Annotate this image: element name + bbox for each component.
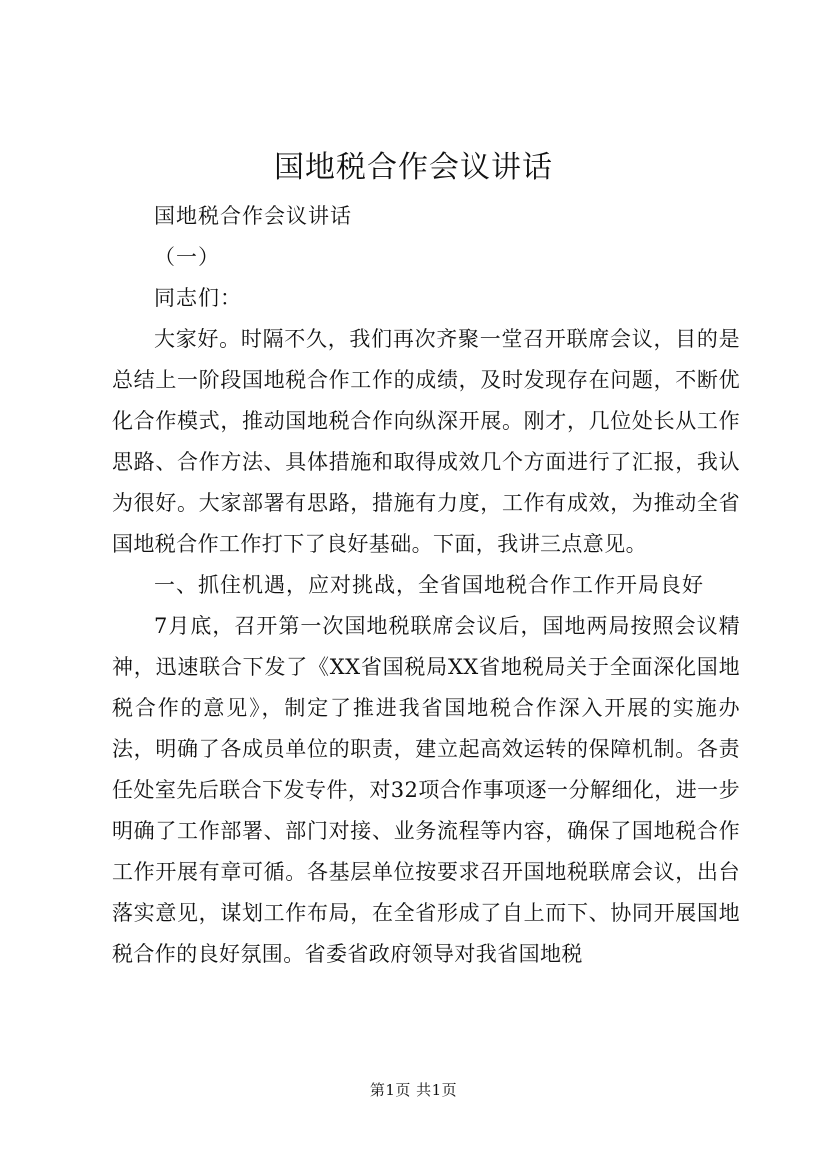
page-footer: 第1页 共1页 (369, 1081, 458, 1099)
paragraph-heading-one: 一、抓住机遇，应对挑战，全省国地税合作工作开局良好 (154, 573, 704, 597)
paragraph-salutation: 同志们： (154, 286, 242, 310)
paragraph-body: 7月底，召开第一次国地税联席会议后，国地两局按照会议精神，迅速联合下发了《XX省国税局XX省地税局关于全面深化国地税合作的意见》，制定了推进我省国地税合作深入开展的实施办法，明确了各成员单位的职责，建立起高效运转的保障机制。各责任处室先后联合下发专件，对32项合作事项逐一分解细化，进一步明确了工作部署、部门对接、业务流程等内容，确保了国地税合作工作开展有章可循。各基层单位按要求召开国地税联席会议，出台落实意见，谋划工作布局，在全省形成了自上而下、协同开展国地税合作的良好氛围。省委省政府领导对我省国地税 (112, 614, 740, 966)
document-body (112, 196, 740, 975)
document-title: 国地税合作会议讲话 (274, 150, 553, 185)
paragraph-section-number: （一） (154, 245, 220, 269)
paragraph-subtitle: 国地税合作会议讲话 (154, 204, 352, 228)
paragraph-opening: 大家好。时隔不久，我们再次齐聚一堂召开联席会议，目的是总结上一阶段国地税合作工作的成绩，及时发现存在问题，不断优化合作模式，推动国地税合作向纵深开展。刚才，几位处长从工作思路、合作方法、具体措施和取得成效几个方面进行了汇报，我认为很好。大家部署有思路，措施有力度，工作有成效，为推动全省国地税合作工作打下了良好基础。下面，我讲三点意见。 (112, 327, 740, 556)
